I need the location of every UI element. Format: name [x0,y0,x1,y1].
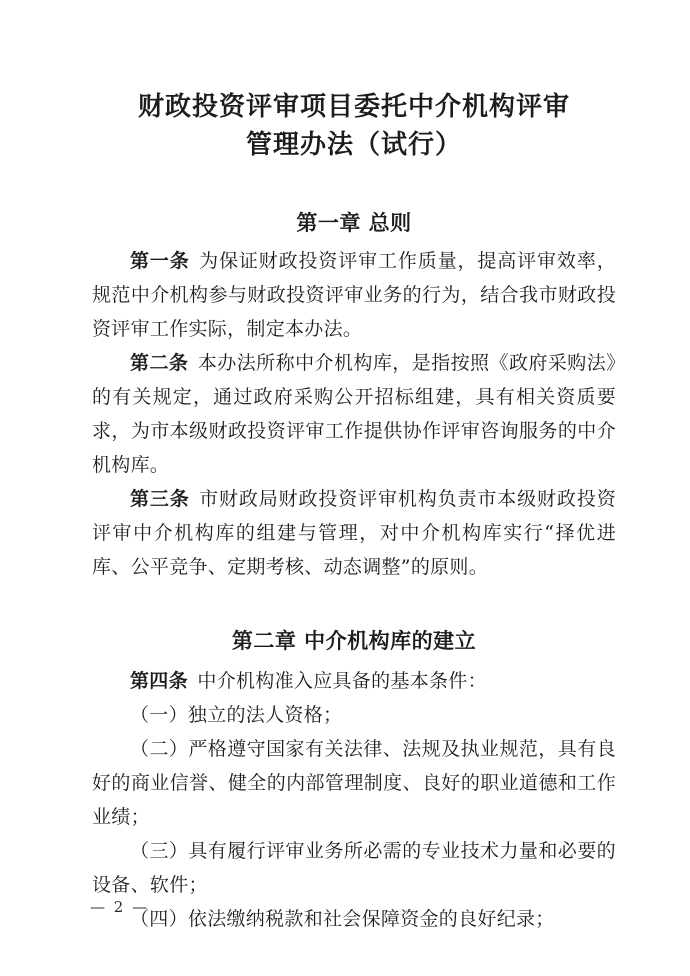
article-4-item-1-text: （一）独立的法人资格； [130,704,343,726]
article-4-item-2 [92,732,616,834]
article-4-label: 第四条 [130,670,188,692]
article-4-item-3-text: （三）具有履行评审业务所必需的专业技术力量和必要的设备、软件； [92,840,616,896]
article-2-paragraph [92,346,616,482]
article-2-label: 第二条 [130,352,189,374]
document-title-line2: 管理办法（试行） [245,130,462,160]
article-4-item-4-text: （四）依法缴纳税款和社会保障资金的良好纪录； [130,908,555,930]
article-4-item-2-text: （二）严格遵守国家有关法律、法规及执业规范，具有良好的商业信誉、健全的内部管理制度、良好的职业道德和工作业绩； [92,738,616,828]
chapter-1-heading: 第一章 总则 [296,211,412,235]
page-number: — 2 — [90,898,150,916]
document-title [92,88,616,164]
article-4-item-4 [92,902,616,936]
article-3-label: 第三条 [130,488,190,510]
article-4-text: 中介机构准入应具备的基本条件： [197,670,487,692]
document-title-line1: 财政投资评审项目委托中介机构评审 [137,92,570,122]
article-2-text: 本办法所称中介机构库，是指按照《政府采购法》的有关规定，通过政府采购公开招标组建，具有相关资质要求，为市本级财政投资评审工作提供协作评审咨询服务的中介机构库。 [92,352,616,476]
article-1-text: 为保证财政投资评审工作质量，提高评审效率，规范中介机构参与财政投资评审业务的行为，结合我市财政投资评审工作实际，制定本办法。 [92,250,616,340]
article-1-paragraph [92,244,616,346]
article-4-item-1 [92,698,616,732]
article-4-item-3 [92,834,616,902]
article-4-paragraph [92,664,616,698]
article-1-label: 第一条 [130,250,190,272]
chapter-2-heading: 第二章 中介机构库的建立 [231,629,477,653]
article-3-text: 市财政局财政投资评审机构负责市本级财政投资评审中介机构库的组建与管理，对中介机构库实行“择优进库、公平竞争、定期考核、动态调整”的原则。 [92,488,616,578]
article-3-paragraph [92,482,616,584]
